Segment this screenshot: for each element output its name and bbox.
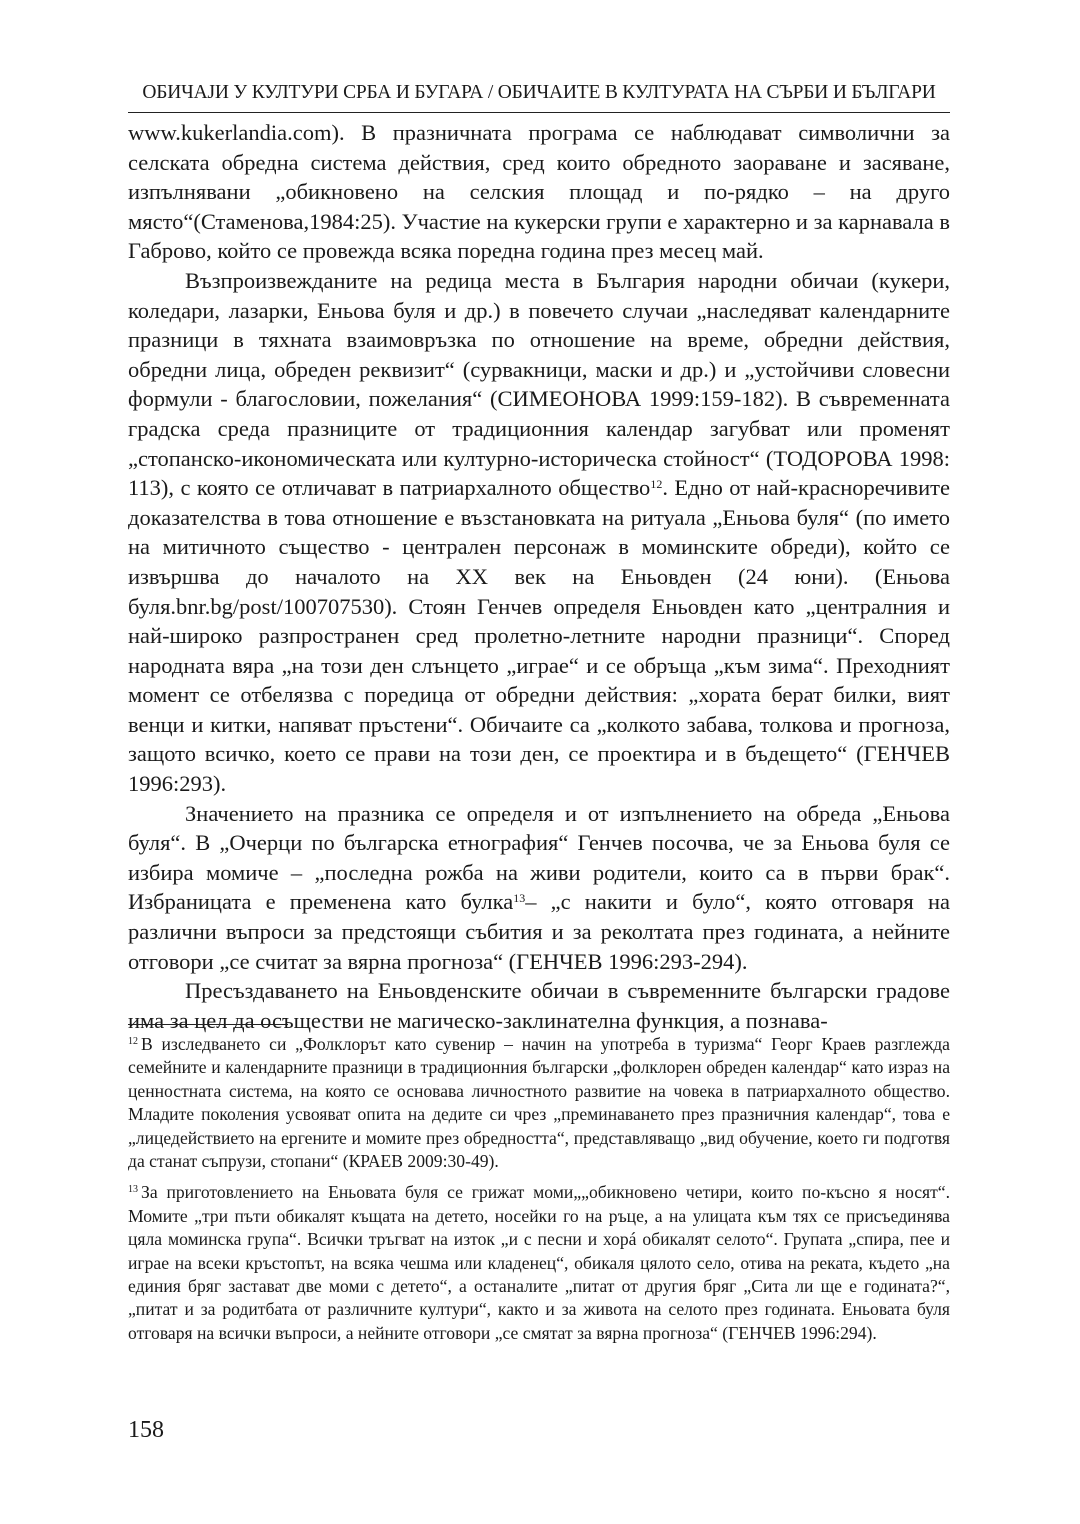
- footnote-13: [128, 1181, 950, 1345]
- footnotes: [128, 1033, 950, 1345]
- running-header: ОБИЧАЈИ У КУЛТУРИ СРБА И БУГАРА / ОБИЧАИТЕ В КУЛТУРАТА НА СЪРБИ И БЪЛГАРИ: [142, 82, 936, 103]
- footnote-ref-12[interactable]: 12: [650, 477, 663, 492]
- footnote-ref-13[interactable]: 13: [513, 891, 526, 906]
- footnote-12: [128, 1033, 950, 1173]
- footnote-text: В изследването си „Фолклорът като сувенир – начин на употреба в туризма“ Георг Краев разглежда семейните и календарните празници в традиционния български „фолклорен обреден календар“ като израз на ценностната система, на която се основава личностното развитие на човека в патриархалното общество. Младите поколения усвояват опита на дедите си чрез „преминаването през празничния календар“, това е „лицедействието на ергените и момите през обредността“, представляващо „вид обучение, което ги подготвя да станат съпрузи, стопани“ (КРАЕВ 2009:30-49).: [128, 1034, 950, 1172]
- footnote-number: 13: [128, 1184, 138, 1196]
- paragraph-2: [128, 266, 950, 799]
- paragraph-3-text-a: Значението на празника се определя и от изпълнението на обреда „Еньова буля“. В „Очерци по българска етнография“ Генчев посочва, че за Еньова буля се избира момиче – „последна рожба на живи родители, които са в първи брак“. Избраницата е пременена като булка: [128, 800, 950, 915]
- paragraph-3-text-b: – „с накити и було“, която отговаря на различни въпроси за предстоящи събития и за реколтата през годината, а нейните отговори „се считат за вярна прогноза“ (ГЕНЧЕВ 1996:293-294).: [128, 889, 950, 974]
- paragraph-4: Пресъздаването на Еньовденските обичаи в съвременните български градове има за цел да осъществи не магическо-заклинателна функция, а познава-: [128, 978, 950, 1033]
- page-number: 158: [128, 1417, 164, 1443]
- footnote-divider: [128, 1024, 288, 1025]
- paragraph-2-text-a: Възпроизвежданите на редица места в България народни обичаи (кукери, коледари, лазарки, Еньова буля и др.) в повечето случаи „наследяват календарните празници в тяхната взаимовръзка по отношение на време, обредни действия, обредни лица, обреден реквизит“ (сурвакници, маски и др.) и „устойчиви словесни формули - благословии, пожелания“ (СИМЕОНОВА 1999:159-182). В съвременната градска среда празниците от традиционния календар загубват или променят „стопанско-икономическата или културно-историческа стойност“ (ТОДОРОВА 1998: 113), с която се отличават в патриархалното общество: [128, 267, 950, 501]
- header-divider: [128, 112, 950, 113]
- paragraph-3: [128, 799, 950, 977]
- paragraph-1: www.kukerlandia.com). В празничната програма се наблюдават символични за селската обредна система действия, сред които обредното заораване и засяване, изпълнявани „обикновено на селския площад и по-рядко – на друго място“(Стаменова,1984:25). Участие на кукерски групи е характерно и за карнавала в Габрово, който се провежда всяка поредна година през месец май.: [128, 120, 950, 264]
- paragraph-2-text-b: . Едно от най-красноречивите доказателства в това отношение е възстановката на ритуала „Еньова буля“ (по името на митичното същество - централен персонаж в моминските обреди), който се извършва до началото на XX век на Еньовден (24 юни). (Еньова буля.bnr.bg/post/100707530). Стоян Генчев определя Еньовден като „централния и най-широко разпространен сред пролетно-летните народни празници“. Според народната вяра „на този ден слънцето „играе“ и се обръща „към зима“. Преходният момент се отбелязва с поредица от обредни действия: „хората берат билки, вият венци и китки, напяват пръстени“. Обичаите са „колкото забава, толкова и прогноза, защото всичко, което се прави на този ден, се проектира и в бъдещето“ (ГЕНЧЕВ 1996:293).: [128, 475, 951, 797]
- main-text: [128, 118, 950, 1035]
- footnote-number: 12: [128, 1036, 138, 1047]
- footnote-text: За приготовлението на Еньовата буля се грижат моми„„обикновено четири, които по-късно я носят“. Момите „три пъти обикалят къщата на детето, носейки го на ръце, а на улицата към тях се присъединява цяла моминска група“. Всички тръгват на изток „и с песни и хорá обикалят селото“. Групата „спира, пее и играе на всеки кръстопът, на всяка чешма или кладенец“, обикаля цялото село, отива на реката, където „на единия бряг застават две моми с детето“, а останалите „питат от другия бряг „Сита ли ще е годината?“, „питат и за родитбата от различните култури“, както и за живота на селото през годината. Еньовата буля отговаря на всички въпроси, а нейните отговори „се смятат за вярна прогноза“ (ГЕНЧЕВ 1996:294).: [128, 1182, 950, 1343]
